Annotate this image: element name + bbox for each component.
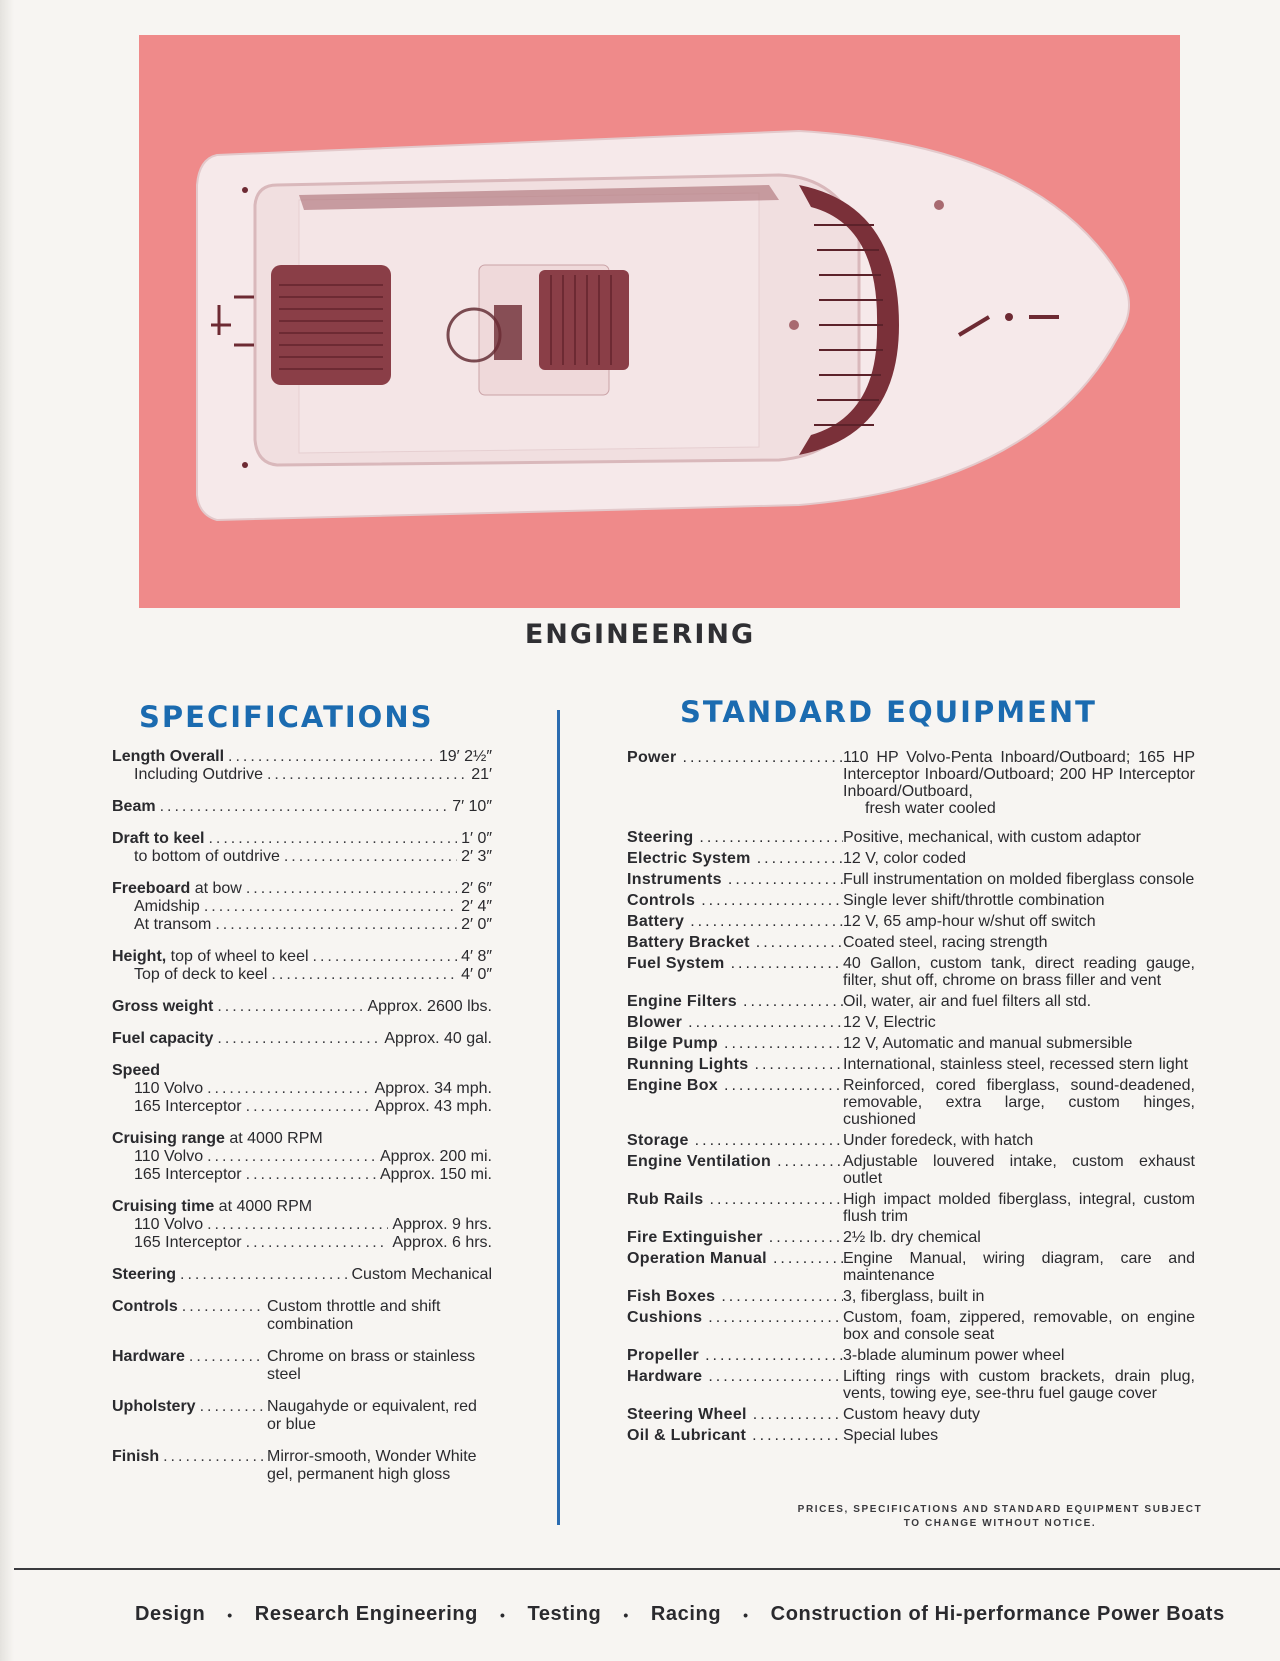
equipment-value: Special lubes (843, 1427, 939, 1444)
spec-label-bold: Upholstery (112, 1398, 196, 1415)
equipment-label: Engine Ventilation (627, 1153, 772, 1170)
equipment-label-wrap (627, 892, 843, 909)
spec-sub-value: 4′ 0″ (461, 966, 492, 983)
leader-dots (752, 1427, 843, 1444)
spec-label-bold: Cruising time (112, 1198, 215, 1215)
equipment-label-wrap (627, 955, 843, 972)
spec-label-rest: at 4000 RPM (224, 1130, 323, 1147)
equipment-label: Rub Rails (627, 1191, 704, 1208)
spec-sub-label: 110 Volvo (134, 1216, 204, 1233)
equipment-label-wrap (627, 1132, 843, 1149)
leader-dots (705, 1347, 843, 1364)
spec-sub-value: Approx. 6 hrs. (392, 1234, 492, 1251)
footer-item: Testing (527, 1603, 602, 1625)
spec-value: Naugahyde or equivalent, red or blue (267, 1398, 477, 1433)
page-edge (0, 0, 14, 1661)
spec-label-rest: top of wheel to keel (166, 948, 309, 965)
spec-label (112, 1298, 178, 1316)
equipment-label-wrap (627, 1368, 843, 1385)
spec-value: 4′ 8″ (461, 948, 492, 965)
spec-row (112, 998, 492, 1016)
equipment-label: Operation Manual (627, 1250, 767, 1267)
spec-item (112, 1398, 492, 1434)
spec-row (112, 748, 492, 766)
spec-sub-label: Including Outdrive (134, 766, 263, 783)
equipment-label: Hardware (627, 1368, 703, 1385)
leader-dots (163, 1448, 263, 1466)
leader-dots (701, 892, 843, 909)
spec-item (112, 1198, 492, 1252)
equipment-value: 3-blade aluminum power wheel (843, 1347, 1065, 1364)
footer-item: Design (135, 1603, 206, 1625)
equipment-value: International, stainless steel, recessed stern light (843, 1056, 1189, 1073)
leader-dots (284, 848, 457, 866)
spec-label-bold: Beam (112, 798, 156, 815)
equipment-item (627, 934, 1195, 951)
notice-line-2: TO CHANGE WITHOUT NOTICE. (903, 1518, 1097, 1529)
spec-value: Approx. 40 gal. (384, 1030, 492, 1047)
equipment-label: Propeller (627, 1347, 700, 1364)
spec-label (112, 798, 156, 816)
equipment-value: Positive, mechanical, with custom adaptor (843, 829, 1141, 846)
equipment-value: 40 Gallon, custom tank, direct reading gauge, filter, shut off, chrome on brass filler and vent (843, 955, 1195, 989)
equipment-value: Lifting rings with custom brackets, drain plug, vents, towing eye, see-thru fuel gauge cover (843, 1368, 1195, 1402)
equipment-item (627, 1191, 1195, 1225)
spec-sub-label: Top of deck to keel (134, 966, 268, 983)
equipment-item (627, 1250, 1195, 1284)
spec-sub-label: 110 Volvo (134, 1148, 204, 1165)
spec-value: 19′ 2½″ (438, 748, 492, 765)
notice-line-1: PRICES, SPECIFICATIONS AND STANDARD EQUIPMENT SUBJECT (797, 1504, 1203, 1515)
equipment-label-wrap (627, 1309, 843, 1326)
spec-row (112, 1062, 492, 1080)
equipment-label: Instruments (627, 871, 722, 888)
leader-dots (208, 830, 457, 848)
specifications-title: SPECIFICATIONS (139, 700, 434, 734)
spec-sub-row (112, 1216, 492, 1234)
equipment-label: Running Lights (627, 1056, 749, 1073)
spec-sub-row (112, 1098, 492, 1116)
leader-dots (757, 850, 843, 867)
spec-row (112, 1448, 492, 1484)
equipment-item (627, 850, 1195, 867)
spec-item (112, 748, 492, 784)
equipment-label-wrap (627, 1250, 843, 1267)
spec-item (112, 1298, 492, 1334)
equipment-item (627, 1014, 1195, 1031)
equipment-label: Power (627, 749, 677, 766)
equipment-label-wrap (627, 850, 843, 867)
leader-dots (228, 748, 435, 766)
spec-label-bold: Hardware (112, 1348, 185, 1365)
footer-bullet: • (743, 1606, 749, 1623)
equipment-item (627, 1347, 1195, 1364)
spec-sub-label: to bottom of outdrive (134, 848, 280, 865)
equipment-label-wrap (627, 1153, 843, 1170)
equipment-item (627, 1427, 1195, 1444)
equipment-label: Battery Bracket (627, 934, 750, 951)
equipment-label: Blower (627, 1014, 683, 1031)
equipment-label: Fire Extinguisher (627, 1229, 763, 1246)
spec-sub-value: 2′ 3″ (461, 848, 492, 865)
equipment-item (627, 955, 1195, 989)
page-title: ENGINEERING (524, 619, 756, 650)
equipment-label-wrap (627, 1056, 843, 1073)
standard-equipment-list (627, 745, 1195, 1444)
leader-dots (773, 1250, 843, 1267)
equipment-value: Coated steel, racing strength (843, 934, 1048, 951)
leader-dots (313, 948, 458, 966)
leader-dots (708, 1309, 843, 1326)
spec-label (112, 1198, 312, 1216)
footer (135, 1603, 1225, 1626)
leader-dots (731, 955, 843, 972)
spec-sub-value: Approx. 34 mph. (374, 1080, 492, 1097)
spec-row (112, 1030, 492, 1048)
equipment-item (627, 993, 1195, 1010)
spec-sub-row (112, 1166, 492, 1184)
spec-item (112, 1448, 492, 1484)
spec-label-bold: Steering (112, 1266, 177, 1283)
spec-row (112, 1348, 492, 1384)
leader-dots (182, 1298, 263, 1316)
spec-label (112, 948, 309, 966)
equipment-label: Storage (627, 1132, 689, 1149)
equipment-item (627, 1229, 1195, 1246)
leader-dots (207, 1080, 371, 1098)
equipment-label-wrap (627, 1014, 843, 1031)
leader-dots (207, 1148, 376, 1166)
equipment-value: 12 V, 65 amp-hour w/shut off switch (843, 913, 1096, 930)
notice (780, 1503, 1220, 1531)
equipment-value: 12 V, Electric (843, 1014, 936, 1031)
spec-sub-label: Amidship (134, 898, 200, 915)
spec-label-bold: Freeboard (112, 880, 191, 897)
spec-sub-value: Approx. 150 mi. (379, 1166, 492, 1183)
equipment-label: Engine Box (627, 1077, 719, 1094)
equipment-value: 3, fiberglass, built in (843, 1288, 985, 1305)
equipment-item (627, 913, 1195, 930)
equipment-value: 110 HP Volvo-Penta Inboard/Outboard; 165 HP Interceptor Inboard/Outboard; 200 HP Interceptor Inboard/Outboard, fresh water cooled (843, 749, 1195, 817)
spec-sub-value: 2′ 4″ (461, 898, 492, 915)
spec-label-bold: Finish (112, 1448, 160, 1465)
leader-dots (743, 993, 843, 1010)
spec-value: Custom throttle and shift combination (267, 1298, 441, 1333)
equipment-item (627, 829, 1195, 846)
leader-dots (699, 829, 843, 846)
leader-dots (724, 1077, 843, 1094)
leader-dots (728, 871, 843, 888)
equipment-item (627, 749, 1195, 817)
standard-equipment-title: STANDARD EQUIPMENT (680, 695, 1097, 729)
equipment-value: 2½ lb. dry chemical (843, 1229, 981, 1246)
spec-label (112, 1448, 159, 1466)
spec-sub-label: 165 Interceptor (134, 1098, 242, 1115)
equipment-item (627, 1132, 1195, 1149)
spec-sub-row (112, 916, 492, 934)
leader-dots (267, 766, 467, 784)
spec-value: Mirror-smooth, Wonder White gel, permanent high gloss (267, 1448, 477, 1483)
equipment-value: Reinforced, cored fiberglass, sound-deadened, removable, extra large, custom hinges, cushioned (843, 1077, 1195, 1128)
leader-dots (769, 1229, 843, 1246)
equipment-label-wrap (627, 1427, 843, 1444)
leader-dots (756, 934, 843, 951)
spec-item (112, 1030, 492, 1048)
equipment-value: Single lever shift/throttle combination (843, 892, 1105, 909)
spec-sub-row (112, 966, 492, 984)
spec-sub-row (112, 766, 492, 784)
spec-label-bold: Controls (112, 1298, 178, 1315)
equipment-value: Custom heavy duty (843, 1406, 980, 1423)
spec-label (112, 1266, 176, 1284)
spec-row (112, 1298, 492, 1334)
spec-value: 1′ 0″ (461, 830, 492, 847)
leader-dots (777, 1153, 843, 1170)
leader-dots (217, 998, 363, 1016)
equipment-value: 12 V, Automatic and manual submersible (843, 1035, 1133, 1052)
spec-sub-row (112, 848, 492, 866)
equipment-item (627, 1153, 1195, 1187)
leader-dots (753, 1406, 843, 1423)
footer-item: Construction of Hi-performance Power Boats (770, 1603, 1225, 1625)
spec-row (112, 948, 492, 966)
equipment-value: 12 V, color coded (843, 850, 967, 867)
leader-dots (721, 1288, 843, 1305)
equipment-label: Bilge Pump (627, 1035, 719, 1052)
equipment-value: Custom, foam, zippered, removable, on engine box and console seat (843, 1309, 1195, 1343)
spec-label (112, 1348, 185, 1366)
spec-value: Approx. 2600 lbs. (367, 998, 492, 1015)
equipment-item (627, 1368, 1195, 1402)
spec-sub-label: 165 Interceptor (134, 1234, 242, 1251)
leader-dots (755, 1056, 843, 1073)
equipment-label: Controls (627, 892, 696, 909)
equipment-label-wrap (627, 913, 843, 930)
spec-label-bold: Gross weight (112, 998, 214, 1015)
equipment-label-wrap (627, 829, 843, 846)
equipment-item (627, 1077, 1195, 1128)
leader-dots (688, 1014, 843, 1031)
boat-photo (139, 35, 1180, 608)
equipment-label: Oil & Lubricant (627, 1427, 747, 1444)
spec-sub-value: 2′ 0″ (461, 916, 492, 933)
equipment-value: Adjustable louvered intake, custom exhaust outlet (843, 1153, 1195, 1187)
equipment-label-wrap (627, 1035, 843, 1052)
equipment-label-wrap (627, 1406, 843, 1423)
equipment-label-wrap (627, 871, 843, 888)
spec-value: Chrome on brass or stainless steel (267, 1348, 476, 1383)
spec-label (112, 998, 213, 1016)
equipment-value: Engine Manual, wiring diagram, care and maintenance (843, 1250, 1195, 1284)
equipment-label-wrap (627, 1229, 843, 1246)
spec-label-bold: Cruising range (112, 1130, 225, 1147)
leader-dots (246, 1098, 371, 1116)
equipment-item (627, 1309, 1195, 1343)
equipment-value: Full instrumentation on molded fiberglass console (843, 871, 1195, 888)
spec-sub-value: Approx. 9 hrs. (392, 1216, 492, 1233)
spec-row (112, 880, 492, 898)
footer-bullet: • (623, 1606, 629, 1623)
spec-label-bold: Speed (112, 1062, 161, 1079)
spec-item (112, 1348, 492, 1384)
equipment-value: Oil, water, air and fuel filters all std. (843, 993, 1092, 1010)
leader-dots (708, 1368, 843, 1385)
spec-label (112, 1130, 323, 1148)
equipment-label-wrap (627, 1077, 843, 1094)
leader-dots (160, 798, 449, 816)
leader-dots (683, 749, 843, 766)
leader-dots (246, 880, 457, 898)
spec-value: 7′ 10″ (452, 798, 492, 815)
leader-dots (695, 1132, 843, 1149)
leader-dots (200, 1398, 263, 1416)
spec-sub-label: 110 Volvo (134, 1080, 204, 1097)
equipment-item (627, 871, 1195, 888)
equipment-item (627, 1288, 1195, 1305)
spec-sub-value: Approx. 43 mph. (374, 1098, 492, 1115)
spec-label (112, 1062, 160, 1080)
spec-item (112, 830, 492, 866)
specifications-list (112, 748, 492, 1484)
spec-label-rest: at bow (190, 880, 242, 897)
equipment-label: Steering Wheel (627, 1406, 747, 1423)
spec-sub-label: 165 Interceptor (134, 1166, 242, 1183)
spec-label (112, 880, 242, 898)
equipment-label: Engine Filters (627, 993, 737, 1010)
spec-row (112, 798, 492, 816)
spec-sub-value: Approx. 200 mi. (379, 1148, 492, 1165)
leader-dots (207, 1216, 388, 1234)
equipment-item (627, 1035, 1195, 1052)
footer-item: Research Engineering (254, 1603, 478, 1625)
spec-sub-row (112, 898, 492, 916)
leader-dots (710, 1191, 844, 1208)
spec-label-bold: Draft to keel (112, 830, 205, 847)
spec-row (112, 1398, 492, 1434)
spec-item (112, 1266, 492, 1284)
footer-bullet: • (499, 1606, 506, 1623)
equipment-label-wrap (627, 749, 843, 766)
spec-row (112, 830, 492, 848)
spec-sub-value: 21′ (471, 766, 492, 783)
equipment-label: Fuel System (627, 955, 725, 972)
equipment-item (627, 1056, 1195, 1073)
leader-dots (180, 1266, 347, 1284)
spec-label (112, 1030, 213, 1048)
spec-label (112, 1398, 196, 1416)
spec-value: 2′ 6″ (461, 880, 492, 897)
spec-item (112, 880, 492, 934)
spec-label-bold: Fuel capacity (112, 1030, 214, 1047)
spec-sub-row (112, 1148, 492, 1166)
footer-item: Racing (650, 1603, 722, 1625)
leader-dots (271, 966, 457, 984)
equipment-item (627, 892, 1195, 909)
equipment-label: Fish Boxes (627, 1288, 716, 1305)
spec-item (112, 998, 492, 1016)
boat-top-view (139, 35, 1180, 608)
spec-label-bold: Length Overall (112, 748, 225, 765)
equipment-value-extra: fresh water cooled (865, 800, 996, 817)
leader-dots (204, 898, 457, 916)
leader-dots (246, 1166, 376, 1184)
equipment-label: Electric System (627, 850, 751, 867)
leader-dots (724, 1035, 843, 1052)
equipment-label-wrap (627, 934, 843, 951)
equipment-label-wrap (627, 1347, 843, 1364)
footer-bullet: • (227, 1606, 233, 1623)
column-divider (557, 710, 560, 1525)
equipment-label: Battery (627, 913, 685, 930)
equipment-label: Cushions (627, 1309, 703, 1326)
footer-rule (14, 1568, 1280, 1570)
equipment-label: Steering (627, 829, 694, 846)
spec-label (112, 748, 224, 766)
spec-label-rest: at 4000 RPM (214, 1198, 313, 1215)
leader-dots (189, 1348, 263, 1366)
spec-item (112, 1062, 492, 1116)
equipment-item (627, 1406, 1195, 1423)
spec-label-bold: Height, (112, 948, 167, 965)
spec-item (112, 1130, 492, 1184)
spec-label (112, 830, 204, 848)
spec-value: Custom Mechanical (351, 1266, 492, 1283)
leader-dots (217, 1030, 380, 1048)
equipment-label-wrap (627, 1191, 843, 1208)
leader-dots (690, 913, 843, 930)
spec-item (112, 948, 492, 984)
spec-sub-row (112, 1080, 492, 1098)
spec-sub-row (112, 1234, 492, 1252)
spec-row (112, 1130, 492, 1148)
equipment-value: High impact molded fiberglass, integral, custom flush trim (843, 1191, 1195, 1225)
leader-dots (215, 916, 457, 934)
spec-item (112, 798, 492, 816)
spec-row (112, 1266, 492, 1284)
equipment-label-wrap (627, 1288, 843, 1305)
leader-dots (246, 1234, 389, 1252)
equipment-label-wrap (627, 993, 843, 1010)
spec-sub-label: At transom (134, 916, 212, 933)
spec-row (112, 1198, 492, 1216)
equipment-value: Under foredeck, with hatch (843, 1132, 1034, 1149)
